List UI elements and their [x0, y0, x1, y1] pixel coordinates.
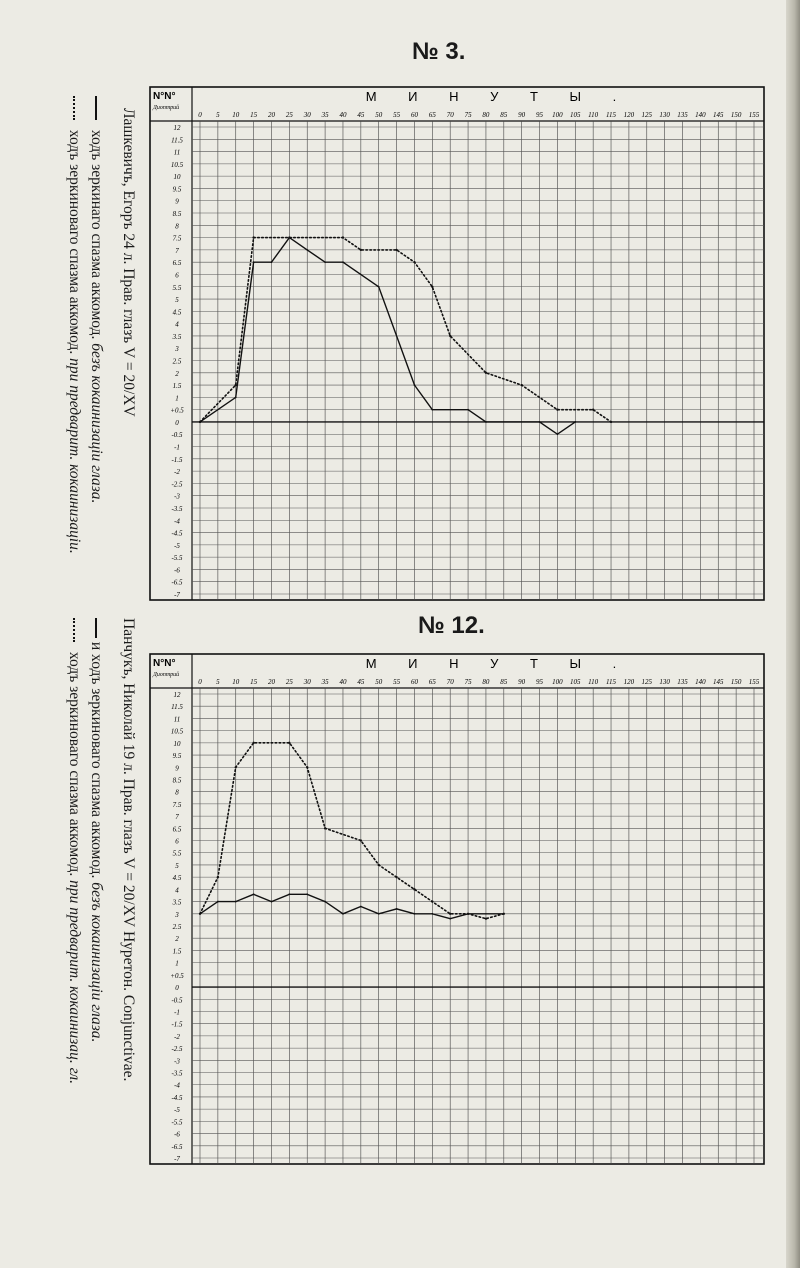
y-tick-label: 7	[175, 246, 179, 255]
y-tick-label: -3	[174, 492, 180, 501]
data-point-dotted	[342, 236, 344, 238]
data-point-solid	[288, 893, 290, 895]
y-tick-label: 3	[175, 910, 179, 919]
y-tick-label: -6	[174, 566, 180, 575]
y-tick-label: 5	[175, 861, 179, 870]
data-point-solid	[557, 433, 559, 435]
fig2-visus-den: XV	[120, 904, 137, 928]
y-tick-label: -3.5	[171, 1069, 183, 1078]
x-tick-label: 140	[695, 678, 706, 686]
x-tick-label: 105	[570, 111, 581, 119]
y-tick-label: 12	[173, 691, 181, 699]
x-tick-label: 115	[606, 678, 617, 686]
data-point-dotted	[252, 742, 254, 744]
x-tick-label: 65	[428, 111, 436, 119]
y-tick-label: 4.5	[172, 308, 182, 317]
x-tick-label: 80	[482, 678, 490, 686]
data-point-solid	[235, 901, 237, 903]
y-tick-label: 10.5	[170, 727, 184, 736]
fig1-visus-den: XV	[120, 394, 137, 417]
data-point-dotted	[378, 864, 380, 866]
x-tick-label: 110	[588, 678, 599, 686]
y-tick-label: -6	[174, 1130, 180, 1139]
x-axis-title: М И Н У Т Ы .	[365, 89, 631, 104]
data-point-dotted	[610, 421, 612, 423]
y-tick-label: 1.5	[172, 947, 182, 956]
y-tick-label: 4.5	[172, 874, 182, 883]
data-point-solid	[539, 421, 541, 423]
data-point-solid	[449, 918, 451, 920]
data-point-dotted	[413, 261, 415, 263]
x-tick-label: 75	[464, 111, 472, 119]
y-tick-label: 5.5	[172, 849, 182, 858]
y-tick-label: -0.5	[171, 431, 183, 440]
x-tick-label: 145	[713, 678, 724, 686]
x-tick-label: 25	[285, 678, 293, 686]
x-tick-label: 15	[250, 678, 258, 686]
data-point-dotted	[252, 236, 254, 238]
y-tick-label: -2	[174, 468, 180, 477]
data-point-dotted	[324, 827, 326, 829]
y-tick-label: -5	[174, 541, 180, 550]
y-tick-label: +0.5	[170, 971, 184, 980]
x-tick-label: 10	[232, 678, 240, 686]
x-tick-label: 30	[303, 111, 311, 119]
data-point-dotted	[199, 421, 201, 423]
y-tick-label: -1.5	[171, 455, 183, 464]
y-tick-label: 9.5	[172, 185, 182, 194]
series-line-dotted	[200, 238, 611, 422]
y-tick-label: 11.5	[171, 136, 183, 145]
x-tick-label: 100	[552, 111, 563, 119]
y-tick-label: 8.5	[172, 776, 182, 785]
y-tick-label: 6.5	[172, 825, 182, 834]
y-tick-label: 0	[175, 418, 179, 427]
fig2-legend-dotted: ходъ зеркиноваго спазма аккомод. при предварит. кокаинизац. гл.	[64, 618, 84, 1084]
data-point-solid	[378, 913, 380, 915]
y-tick-label: 8	[175, 788, 179, 797]
data-point-solid	[342, 261, 344, 263]
x-tick-label: 90	[518, 111, 526, 119]
data-point-dotted	[520, 384, 522, 386]
x-tick-label: 30	[303, 678, 311, 686]
y-tick-label: 0	[175, 984, 179, 993]
corner-sub-label: Диоптрий	[153, 105, 180, 111]
data-point-solid	[485, 421, 487, 423]
data-point-solid	[431, 913, 433, 915]
y-tick-label: 11	[173, 148, 181, 157]
x-tick-label: 15	[250, 111, 258, 119]
y-tick-label: 10	[173, 173, 181, 182]
x-tick-label: 95	[536, 111, 544, 119]
y-tick-label: -2.5	[171, 480, 183, 489]
y-tick-label: -4.5	[171, 529, 183, 538]
y-tick-label: 2.5	[172, 923, 182, 931]
data-point-solid	[378, 286, 380, 288]
y-tick-label: 7.5	[172, 800, 182, 809]
x-tick-label: 65	[428, 678, 436, 686]
data-point-solid	[253, 261, 255, 263]
y-tick-label: 6	[175, 837, 179, 846]
x-tick-label: 140	[695, 111, 706, 119]
corner-label: N°N°	[153, 91, 176, 102]
x-axis-title: М И Н У Т Ы .	[365, 656, 631, 671]
data-point-solid	[414, 384, 416, 386]
data-point-solid	[306, 249, 308, 251]
data-point-dotted	[467, 913, 469, 915]
data-point-dotted	[485, 372, 487, 374]
x-tick-label: 45	[357, 111, 365, 119]
data-point-solid	[235, 396, 237, 398]
data-point-dotted	[431, 286, 433, 288]
data-point-dotted	[360, 249, 362, 251]
x-tick-label: 130	[659, 111, 670, 119]
x-tick-label: 70	[446, 111, 454, 119]
data-point-dotted	[431, 900, 433, 902]
y-tick-label: -7	[174, 1155, 180, 1163]
y-tick-label: 5.5	[172, 283, 182, 292]
y-tick-label: -3	[174, 1057, 180, 1066]
y-tick-label: 6.5	[172, 259, 182, 268]
x-tick-label: 85	[500, 678, 508, 686]
x-tick-label: 50	[375, 678, 383, 686]
data-point-dotted	[235, 766, 237, 768]
data-point-solid	[271, 261, 273, 263]
data-point-dotted	[449, 913, 451, 915]
x-tick-label: 35	[321, 111, 329, 119]
x-tick-label: 10	[232, 111, 240, 119]
y-tick-label: 4	[175, 320, 179, 329]
y-tick-label: -0.5	[171, 996, 183, 1005]
y-tick-label: 1	[175, 959, 179, 968]
x-tick-label: 100	[552, 678, 563, 686]
x-tick-label: 150	[730, 111, 742, 119]
y-tick-label: 7	[175, 813, 179, 822]
data-point-dotted	[288, 236, 290, 238]
x-tick-label: 120	[623, 111, 635, 119]
data-point-dotted	[199, 913, 201, 915]
x-tick-label: 115	[606, 111, 617, 119]
y-tick-label: 3.5	[172, 332, 182, 341]
x-tick-label: 45	[357, 678, 365, 686]
data-point-solid	[342, 913, 344, 915]
data-point-solid	[217, 901, 219, 903]
data-point-solid	[396, 908, 398, 910]
data-point-solid	[467, 409, 469, 411]
x-tick-label: 125	[641, 111, 653, 119]
data-point-dotted	[413, 888, 415, 890]
y-tick-label: +0.5	[170, 406, 184, 415]
y-tick-label: 4	[175, 886, 179, 895]
fig1-legend-solid: ходъ зеркинаго спазма аккомод. безъ кокаинизацiи глаза.	[86, 96, 106, 503]
x-tick-label: 40	[339, 678, 347, 686]
x-tick-label: 5	[216, 678, 220, 686]
y-tick-label: -5.5	[171, 1118, 183, 1127]
y-tick-label: -5	[174, 1106, 180, 1115]
fig1-legend-dotted: ходъ зеркиноваго спазма аккомод. при предварит. кокаинизацiи.	[64, 96, 84, 554]
y-tick-label: -6.5	[171, 578, 183, 587]
x-tick-label: 60	[410, 111, 418, 119]
data-point-solid	[574, 421, 576, 423]
series-line-solid	[200, 894, 504, 918]
y-tick-label: -3.5	[171, 504, 183, 513]
fig2-patient-line: Панчукъ, Николай 19 л. Прав. глазъ V = 20/XV Нуретон. Conjunctivae.	[120, 618, 137, 1082]
y-tick-label: -2	[174, 1032, 180, 1041]
data-point-solid	[253, 893, 255, 895]
y-tick-label: 3	[175, 345, 179, 354]
data-point-solid	[324, 261, 326, 263]
data-point-dotted	[503, 913, 505, 915]
y-tick-label: 11	[173, 715, 181, 724]
chart-2	[150, 654, 764, 1164]
y-tick-label: 9	[175, 197, 179, 206]
y-tick-label: 10.5	[170, 160, 184, 169]
x-tick-label: 60	[410, 678, 418, 686]
data-point-solid	[360, 906, 362, 908]
data-point-dotted	[217, 876, 219, 878]
x-tick-label: 150	[730, 678, 742, 686]
x-tick-label: 40	[339, 111, 347, 119]
y-tick-label: -1.5	[171, 1020, 183, 1029]
data-point-solid	[271, 901, 273, 903]
data-point-dotted	[288, 742, 290, 744]
fig1-patient-line: Лашкевичъ, Егоръ 24 л. Прав. глазъ V = 20/XV	[120, 108, 137, 417]
x-tick-label: 90	[518, 678, 526, 686]
y-tick-label: -4	[174, 517, 180, 526]
x-tick-label: 155	[748, 111, 760, 119]
y-tick-label: 3.5	[172, 898, 182, 907]
x-tick-label: 5	[216, 111, 220, 119]
fig2-legend-solid: и ходъ зеркиноваго спазма аккомод. безъ кокаинизацiи глаза.	[86, 618, 106, 1042]
x-tick-label: 0	[198, 678, 202, 686]
x-tick-label: 110	[588, 111, 599, 119]
y-tick-label: 6	[175, 271, 179, 280]
y-tick-label: 7.5	[172, 234, 182, 243]
data-point-solid	[414, 913, 416, 915]
x-tick-label: 130	[659, 678, 670, 686]
data-point-dotted	[592, 408, 594, 410]
x-tick-label: 95	[536, 678, 544, 686]
x-tick-label: 80	[482, 111, 490, 119]
data-point-solid	[431, 409, 433, 411]
data-point-dotted	[306, 766, 308, 768]
x-tick-label: 125	[641, 678, 653, 686]
y-tick-label: -6.5	[171, 1142, 183, 1151]
y-tick-label: 1	[175, 394, 179, 403]
data-point-dotted	[485, 917, 487, 919]
x-tick-label: 135	[677, 678, 688, 686]
data-point-dotted	[360, 839, 362, 841]
figure-title-3: № 3.	[412, 38, 466, 65]
y-tick-label: -7	[174, 591, 180, 599]
data-point-dotted	[235, 384, 237, 386]
y-tick-label: 9	[175, 764, 179, 773]
x-tick-label: 0	[198, 111, 202, 119]
figure-title-12: № 12.	[418, 612, 485, 639]
y-tick-label: -1	[174, 1008, 180, 1017]
data-point-solid	[306, 893, 308, 895]
chart-1	[150, 87, 764, 600]
x-tick-label: 35	[321, 678, 329, 686]
y-tick-label: 8.5	[172, 210, 182, 219]
y-tick-label: -4	[174, 1081, 180, 1090]
y-tick-label: -4.5	[171, 1093, 183, 1102]
y-tick-label: 2	[175, 369, 179, 378]
y-tick-label: 10	[173, 739, 181, 748]
data-point-dotted	[395, 876, 397, 878]
data-point-solid	[324, 901, 326, 903]
y-tick-label: 12	[173, 124, 181, 132]
corner-sub-label: Диоптрий	[153, 672, 180, 678]
data-point-dotted	[395, 249, 397, 251]
x-tick-label: 105	[570, 678, 581, 686]
x-tick-label: 20	[267, 111, 275, 119]
x-tick-label: 145	[713, 111, 724, 119]
corner-label: N°N°	[153, 658, 176, 669]
x-tick-label: 55	[393, 111, 401, 119]
x-tick-label: 85	[500, 111, 508, 119]
series-line-dotted	[200, 743, 504, 919]
y-tick-label: 5	[175, 296, 179, 305]
x-tick-label: 135	[677, 111, 688, 119]
x-tick-label: 155	[748, 678, 760, 686]
y-tick-label: -2.5	[171, 1045, 183, 1054]
y-tick-label: 2	[175, 935, 179, 944]
y-tick-label: 11.5	[171, 703, 183, 712]
fig1-visus-num: 20	[120, 374, 137, 390]
y-tick-label: 9.5	[172, 752, 182, 761]
y-tick-label: 8	[175, 222, 179, 231]
fig2-visus-num: 20	[120, 884, 137, 901]
x-tick-label: 25	[285, 111, 293, 119]
y-tick-label: -5.5	[171, 554, 183, 563]
x-tick-label: 75	[464, 678, 472, 686]
y-tick-label: -1	[174, 443, 180, 452]
x-tick-label: 70	[446, 678, 454, 686]
x-tick-label: 50	[375, 111, 383, 119]
x-tick-label: 55	[393, 678, 401, 686]
data-point-dotted	[556, 408, 558, 410]
y-tick-label: 2.5	[172, 357, 182, 366]
y-tick-label: 1.5	[172, 382, 182, 391]
x-tick-label: 120	[623, 678, 635, 686]
x-tick-label: 20	[267, 678, 275, 686]
data-point-dotted	[449, 335, 451, 337]
